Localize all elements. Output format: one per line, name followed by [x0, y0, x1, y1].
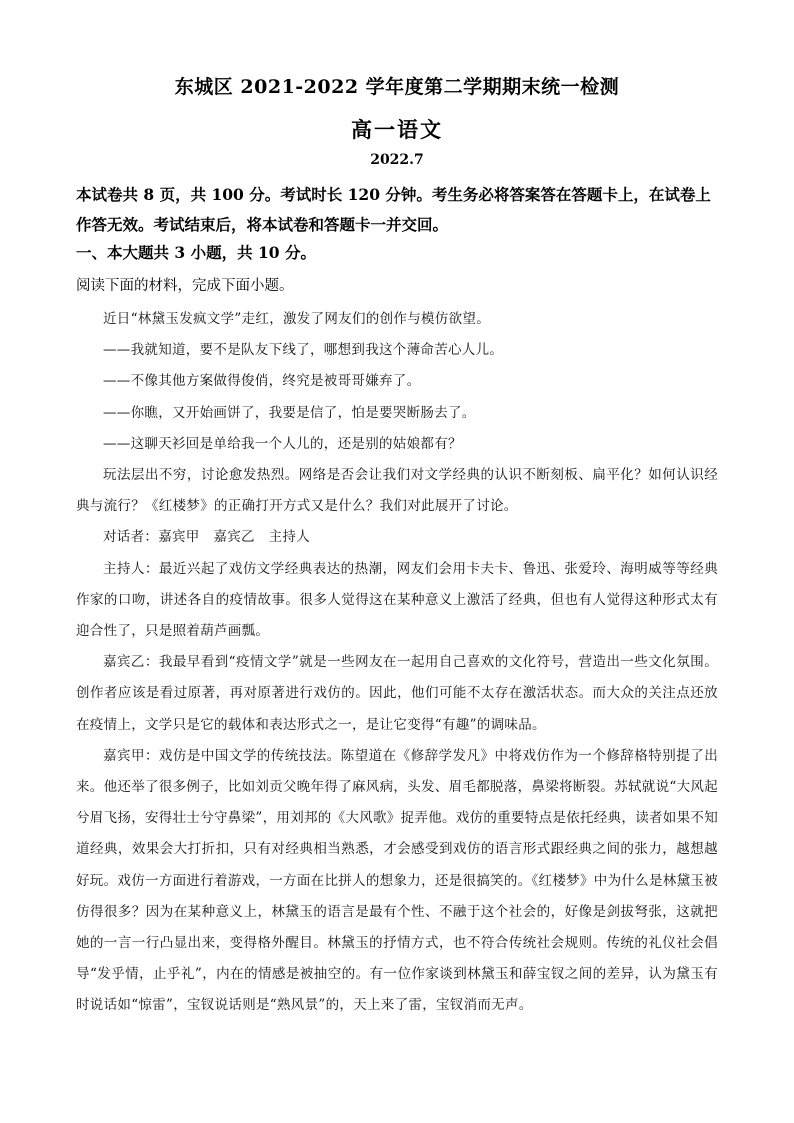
- section-title: 一、本大题共 3 小题，共 10 分。: [76, 243, 316, 262]
- passage-paragraph: 主持人：最近兴起了戏仿文学经典表达的热潮，网友们会用卡夫卡、鲁迅、张爱玲、海明威等等经典作家的口吻，讲述各自的疫情故事。很多人觉得这在某种意义上激活了经典，但也有人觉得这种形式太有迎合性了，只是照着葫芦画瓢。: [76, 560, 718, 640]
- reading-passage: [76, 304, 718, 1022]
- exam-instructions: 本试卷共 8 页，共 100 分。考试时长 120 分钟。考生务必将答案答在答题卡上，在试卷上作答无效。考试结束后，将本试卷和答题卡一并交回。: [76, 185, 711, 234]
- exam-title: 东城区 2021-2022 学年度第二学期期末统一检测: [174, 76, 620, 98]
- passage-paragraph: 对话者：嘉宾甲 嘉宾乙 主持人: [103, 529, 310, 546]
- exam-date: 2022.7: [370, 152, 424, 168]
- exam-subject: 高一语文: [351, 117, 443, 142]
- passage-paragraph: 嘉宾甲：戏仿是中国文学的传统技法。陈望道在《修辞学发凡》中将戏仿作为一个修辞格特别提了出来。他还举了很多例子，比如刘贡父晚年得了麻风病，头发、眉毛都脱落，鼻梁将断裂。苏轼就说“大风起兮眉飞扬，安得壮士兮守鼻梁”，用刘邦的《大风歌》捉弄他。戏仿的重要特点是依托经典，读者如果不知道经典，效果会大打折扣，只有对经典相当熟悉，才会感受到戏仿的语言形式跟经典之间的张力，越想越好玩。戏仿一方面进行着游戏，一方面在比拼人的想象力，还是很搞笑的。《红楼梦》中为什么是林黛玉被仿得很多？因为在某种意义上，林黛玉的语言是最有个性、不融于这个社会的，好像是剑拔弩张，这就把她的一言一行凸显出来，变得格外醒目。林黛玉的抒情方式，也不符合传统社会规则。传统的礼仪社会倡导“发乎情，止乎礼”，内在的情感是被抽空的。有一位作家谈到林黛玉和薛宝钗之间的差异，认为黛玉有时说话如“惊雷”，宝钗说话则是“熟风景”的，天上来了雷，宝钗消而无声。: [76, 747, 718, 1014]
- passage-paragraph: 玩法层出不穷，讨论愈发热烈。网络是否会让我们对文学经典的认识不断刻板、扁平化？如何认识经典与流行？《红楼梦》的正确打开方式又是什么？我们对此展开了讨论。: [76, 467, 718, 515]
- passage-paragraph: 近日“林黛玉发疯文学”走红，激发了网友们的创作与模仿欲望。: [103, 311, 491, 327]
- reading-prompt: 阅读下面的材料，完成下面小题。: [76, 278, 294, 294]
- passage-paragraph: ——不像其他方案做得俊俏，终究是被哥哥嫌弃了。: [103, 373, 421, 390]
- passage-paragraph: 嘉宾乙：我最早看到“疫情文学”就是一些网友在一起用自己喜欢的文化符号，营造出一些文化氛围。创作者应该是看过原著，再对原著进行戏仿的。因此，他们可能不太存在激活状态。而大众的关注点还放在疫情上，文学只是它的载体和表达形式之一，是让它变得“有趣”的调味品。: [76, 654, 718, 733]
- passage-paragraph: ——这聊天衫回是单给我一个人儿的，还是别的姑娘都有？: [103, 435, 462, 452]
- passage-paragraph: ——你瞧，又开始画饼了，我要是信了，怕是要哭断肠去了。: [103, 404, 476, 421]
- passage-paragraph: ——我就知道，要不是队友下线了，哪想到我这个薄命苦心人儿。: [103, 342, 504, 359]
